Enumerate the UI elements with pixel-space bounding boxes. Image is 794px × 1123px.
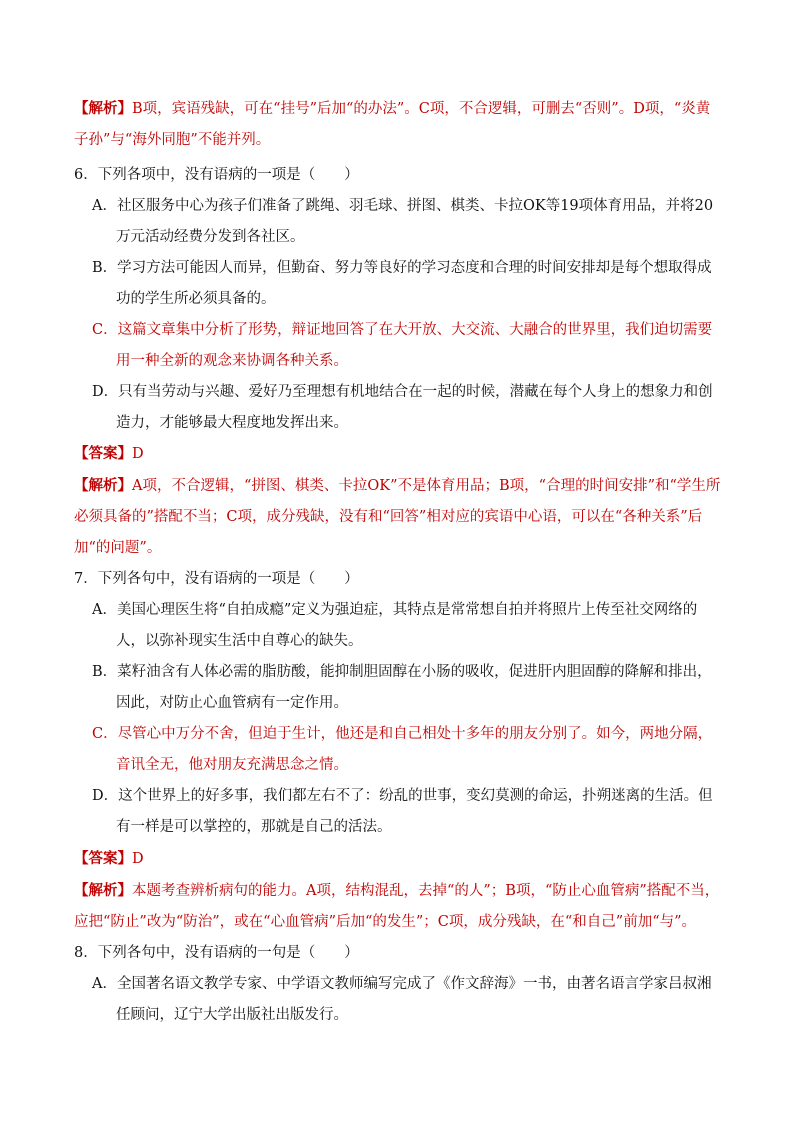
- answer-q6: [74, 438, 724, 470]
- answer-tag: 【答案】: [74, 445, 132, 462]
- analysis-q6: [74, 470, 724, 564]
- question-7-stem: 7．下列各句中，没有语病的一项是（ ）: [74, 571, 359, 587]
- analysis-q7: [74, 875, 724, 938]
- question-6-option-d: D．只有当劳动与兴趣、爱好乃至理想有机地结合在一起的时候，潜藏在每个人身上的想象力和创造力，才能够最大程度地发挥出来。: [92, 384, 713, 431]
- answer-tag: 【答案】: [74, 850, 132, 867]
- question-6-stem: 6．下列各项中，没有语病的一项是（ ）: [74, 167, 359, 183]
- analysis-q5: [74, 93, 724, 156]
- analysis-tag: 【解析】: [74, 477, 132, 494]
- analysis-text: 本题考查辨析病句的能力。A项，结构混乱，去掉“的人”；B项，“防止心血管病”搭配不当，应把“防止”改为“防治”，或在“心血管病”后加“的发生”；C项，成分残缺，在“和自己”前加“与”。: [74, 883, 720, 930]
- question-6-option-a: A．社区服务中心为孩子们准备了跳绳、羽毛球、拼图、棋类、卡拉OK等19项体育用品，并将20万元活动经费分发到各社区。: [92, 198, 714, 245]
- analysis-text: A项，不合逻辑，“拼图、棋类、卡拉OK”不是体育用品；B项，“合理的时间安排”和“学生所必须具备的”搭配不当；C项，成分残缺，没有和“回答”相对应的宾语中心语，可以在“各种关系”后加“的问题”。: [74, 478, 721, 556]
- question-8-option-a: A．全国著名语文教学专家、中学语文教师编写完成了《作文辞海》一书，由著名语言学家吕叔湘任顾问，辽宁大学出版社出版发行。: [92, 976, 712, 1023]
- analysis-tag: 【解析】: [74, 882, 132, 899]
- analysis-tag: 【解析】: [74, 100, 132, 117]
- question-7-option-a: A．美国心理医生将“自拍成瘾”定义为强迫症，其特点是常常想自拍并将照片上传至社交网络的人，以弥补现实生活中自尊心的缺失。: [92, 602, 698, 649]
- analysis-text: B项，宾语残缺，可在“挂号”后加“的办法”。C项，不合逻辑，可删去“否则”。D项，“炎黄子孙”与“海外同胞”不能并列。: [74, 101, 711, 148]
- answer-value: D: [132, 851, 144, 867]
- question-7-option-d: D．这个世界上的好多事，我们都左右不了：纷乱的世事，变幻莫测的命运，扑朔迷离的生活。但有一样是可以掌控的，那就是自己的活法。: [92, 788, 713, 835]
- question-6-option-b: B．学习方法可能因人而异，但勤奋、努力等良好的学习态度和合理的时间安排却是每个想取得成功的学生所必须具备的。: [92, 260, 712, 307]
- answer-q7: [74, 843, 724, 875]
- answer-value: D: [132, 446, 144, 462]
- question-8-stem: 8．下列各句中，没有语病的一句是（ ）: [74, 945, 359, 961]
- question-7-option-b: B．菜籽油含有人体必需的脂肪酸，能抑制胆固醇在小肠的吸收，促进肝内胆固醇的降解和排出，因此，对防止心血管病有一定作用。: [92, 664, 712, 711]
- question-7-option-c: C．尽管心中万分不舍，但迫于生计，他还是和自己相处十多年的朋友分别了。如今，两地分隔，音讯全无，他对朋友充满思念之情。: [92, 726, 713, 773]
- question-6-option-c: C．这篇文章集中分析了形势，辩证地回答了在大开放、大交流、大融合的世界里，我们迫切需要用一种全新的观念来协调各种关系。: [92, 322, 713, 369]
